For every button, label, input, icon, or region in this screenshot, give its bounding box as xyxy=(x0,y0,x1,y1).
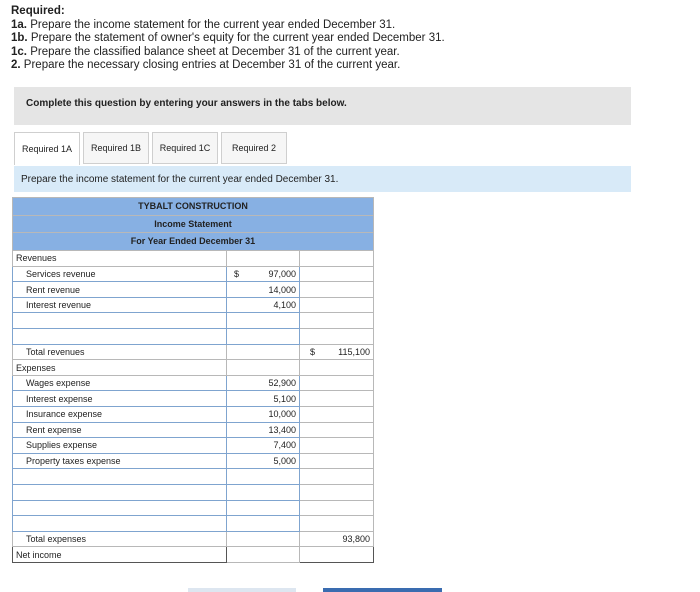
amount-field[interactable]: 14,000 xyxy=(227,282,300,298)
requirements-heading: Required: xyxy=(11,5,65,17)
next-button-edge[interactable] xyxy=(323,588,442,592)
statement-period: For Year Ended December 31 xyxy=(13,233,374,251)
amount-field[interactable]: 52,900 xyxy=(227,375,300,391)
amount-field[interactable] xyxy=(227,500,300,516)
table-row xyxy=(13,375,374,391)
table-row xyxy=(13,266,374,282)
amount-field[interactable]: 7,400 xyxy=(227,438,300,454)
account-name-field[interactable]: Wages expense xyxy=(13,375,227,391)
income-statement-table xyxy=(12,197,374,563)
amount-field[interactable]: 10,000 xyxy=(227,407,300,423)
requirement-item: 1c. Prepare the classified balance sheet at December 31 of the current year. xyxy=(11,45,400,58)
tab-bar xyxy=(14,132,290,166)
table-row xyxy=(13,484,374,500)
tab-required-1b[interactable]: Required 1B xyxy=(83,132,149,164)
account-name-field[interactable]: Supplies expense xyxy=(13,438,227,454)
tab-required-1a[interactable]: Required 1A xyxy=(14,132,80,165)
account-name-field[interactable]: Insurance expense xyxy=(13,407,227,423)
revenues-label: Revenues xyxy=(13,251,227,267)
table-row xyxy=(13,313,374,329)
requirement-item: 1a. Prepare the income statement for the current year ended December 31. xyxy=(11,18,396,31)
amount-field[interactable]: 5,100 xyxy=(227,391,300,407)
account-name-field[interactable] xyxy=(13,500,227,516)
table-row xyxy=(13,469,374,485)
account-name-field[interactable]: Property taxes expense xyxy=(13,453,227,469)
requirement-item: 1b. Prepare the statement of owner's equity for the current year ended December 31. xyxy=(11,32,445,44)
account-name-field[interactable]: Rent expense xyxy=(13,422,227,438)
table-row xyxy=(13,251,374,267)
account-name-field[interactable] xyxy=(13,484,227,500)
total-expenses-label: Total expenses xyxy=(13,531,227,547)
total-revenues-value: $ 115,100 xyxy=(300,344,374,360)
net-income-label-field[interactable]: Net income xyxy=(13,547,227,563)
table-row xyxy=(13,297,374,313)
statement-title: Income Statement xyxy=(13,215,374,233)
prev-button-edge[interactable] xyxy=(188,588,296,592)
table-row xyxy=(13,407,374,423)
account-name-field[interactable]: Interest expense xyxy=(13,391,227,407)
amount-field[interactable] xyxy=(227,329,300,345)
tab-required-1c[interactable]: Required 1C xyxy=(152,132,218,164)
table-row xyxy=(13,282,374,298)
amount-field[interactable] xyxy=(227,469,300,485)
amount-field[interactable] xyxy=(227,516,300,532)
table-row xyxy=(13,422,374,438)
table-row xyxy=(13,438,374,454)
amount-field[interactable] xyxy=(227,484,300,500)
table-row xyxy=(13,453,374,469)
amount-field[interactable]: $ 97,000 xyxy=(227,266,300,282)
amount-field[interactable]: 13,400 xyxy=(227,422,300,438)
table-row xyxy=(13,391,374,407)
total-revenues-label: Total revenues xyxy=(13,344,227,360)
table-row xyxy=(13,500,374,516)
account-name-field[interactable] xyxy=(13,469,227,485)
expenses-label: Expenses xyxy=(13,360,227,376)
amount-field[interactable]: 4,100 xyxy=(227,297,300,313)
tab-instruction: Prepare the income statement for the current year ended December 31. xyxy=(14,166,631,192)
table-row xyxy=(13,360,374,376)
account-name-field[interactable] xyxy=(13,313,227,329)
company-name: TYBALT CONSTRUCTION xyxy=(13,198,374,216)
table-row xyxy=(13,531,374,547)
requirement-item: 2. Prepare the necessary closing entries at December 31 of the current year. xyxy=(11,59,401,71)
table-row xyxy=(13,516,374,532)
table-row xyxy=(13,547,374,563)
instructions-banner: Complete this question by entering your answers in the tabs below. xyxy=(14,87,631,125)
amount-field[interactable] xyxy=(227,313,300,329)
amount-field[interactable]: 5,000 xyxy=(227,453,300,469)
requirements xyxy=(11,5,445,73)
account-name-field[interactable] xyxy=(13,329,227,345)
account-name-field[interactable]: Rent revenue xyxy=(13,282,227,298)
account-name-field[interactable]: Interest revenue xyxy=(13,297,227,313)
table-row xyxy=(13,329,374,345)
net-income-field[interactable] xyxy=(300,547,374,563)
account-name-field[interactable]: Services revenue xyxy=(13,266,227,282)
total-expenses-value: 93,800 xyxy=(300,531,374,547)
table-row xyxy=(13,344,374,360)
tab-required-2[interactable]: Required 2 xyxy=(221,132,287,164)
account-name-field[interactable] xyxy=(13,516,227,532)
